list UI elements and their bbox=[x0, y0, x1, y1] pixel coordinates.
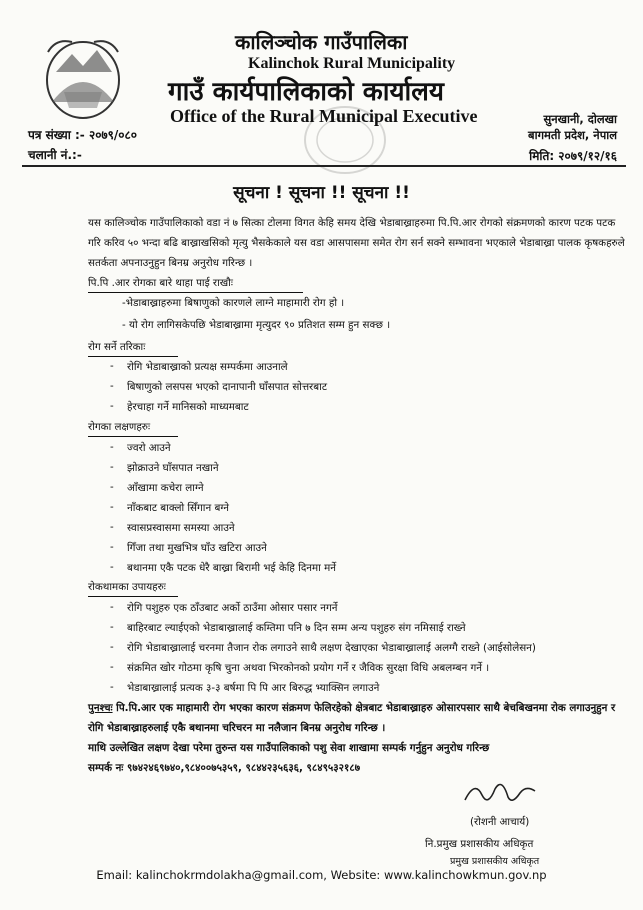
date: मिति: २०७९/१२/१६ bbox=[529, 149, 617, 163]
spread-item-2: बिषाणुको लसपस भएको दानापानी घाँसपात सोत्तरबाट bbox=[127, 381, 328, 393]
section-heading-about: पि.पि .आर रोगका बारे थाहा पाई राखौः bbox=[88, 277, 233, 289]
prevention-item-4: संक्रमित खोर गोठमा कृषि चुना अथवा भिरकोनको प्रयोग गर्ने र जैविक सुरक्षा विधि अबलम्बन गर्ने । bbox=[127, 662, 490, 674]
municipality-name-english: Kalinchok Rural Municipality bbox=[248, 55, 456, 72]
letter-number: पत्र संख्या :- २०७९/०८० bbox=[28, 128, 138, 142]
signatory-title: नि.प्रमुख प्रशासकीय अधिकृत bbox=[425, 838, 534, 850]
section-heading-spread: रोग सर्ने तरिकाः bbox=[88, 341, 146, 353]
dispatch-number: चलानी नं.:- bbox=[28, 148, 82, 162]
contact-numbers: सम्पर्क नः ९७४२४६९७४०,९८४००७५३५९, ९८४४२३५६३६, ९८४९५३२१८७ bbox=[88, 762, 361, 774]
footer-contact: Email: kalinchokrmdolakha@gmail.com, Website: www.kalinchowkmun.gov.np bbox=[96, 868, 547, 882]
symptom-item-3: आँखामा कचेरा लाग्ने bbox=[127, 482, 204, 494]
intro-paragraph: यस कालिञ्चोक गाउँपालिकाको वडा नं ७ सित्का टोलमा विगत केहि समय देखि भेडाबाख्राहरुमा पि.पि.आर रोगको संक्रमणको कारण पटक पटक गरि करिव ५० भन्दा बढि बाख्राखसिको मृत्यु भैसकेकाले यस वडा आसपासमा समेत रोग सर्न सक्ने सम्भावना भएकाले भेडाबाख्रा पालक कृषकहरुले सतर्कता अपनाउनुहुन बिनम्र अनुरोध गरिन्छ । bbox=[88, 217, 625, 269]
spread-item-1: रोगि भेडाबाख्राको प्रत्यक्ष सम्पर्कमा आउनाले bbox=[127, 361, 288, 373]
prevention-item-1: रोगि पशुहरु एक ठाँउबाट अर्को ठाउँमा ओसार पसार नगर्ने bbox=[127, 602, 338, 614]
signatory-stamp-title: प्रमुख प्रशासकीय अधिकृत bbox=[450, 856, 540, 867]
section-heading-prevention: रोकथामका उपायहरुः bbox=[88, 581, 166, 593]
spread-item-3: हेरचाहा गर्ने मानिसको माध्यमबाट bbox=[127, 401, 249, 413]
about-item-2: - यो रोग लागिसकेपछि भेडाबाख्रामा मृत्युदर ९० प्रतिशत सम्म हुन सक्छ । bbox=[122, 319, 391, 331]
prevention-item-3: रोगि भेडाबाख्रालाई चरनमा तैजान रोक लगाउने साथै लक्षण देखाएका भेडाबाख्रालाई अलग्गै राख्ने (आईसोलेसन) bbox=[127, 642, 536, 654]
about-item-1: -भेडाबाख्राहरुमा बिषाणुको कारणले लाग्ने माहामारी रोग हो । bbox=[122, 297, 345, 309]
section-heading-symptoms: रोगका लक्षणहरुः bbox=[88, 421, 151, 433]
signature-icon bbox=[460, 775, 540, 815]
header-divider bbox=[22, 165, 626, 167]
symptom-item-7: बथानमा एकै पटक धेरै बाख्रा बिरामी भई केहि दिनमा मर्ने bbox=[127, 562, 336, 574]
municipality-name-nepali: कालिञ्चोक गाउँपालिका bbox=[235, 30, 408, 54]
prevention-item-5: भेडाबाख्रालाई प्रत्यक ३-३ बर्षमा पि पि आर बिरुद्ध भ्याक्सिन लगाउने bbox=[127, 682, 380, 694]
closing-paragraph: पुनश्चः पि.पि.आर एक माहामारी रोग भएका कारण संक्रमण फेलिरहेको क्षेत्रबाट भेडाबाख्राहरु ओसारपसार साथै बेचबिखनमा रोक लगाउनुहुन र रोगि भेडाबाख्राहरुलाई एकै बथानमा चरिचरन मा नलैजान बिनम्र अनुरोध गरिन्छ । bbox=[88, 702, 616, 734]
symptom-item-2: झोक्राउने घाँसपात नखाने bbox=[127, 462, 219, 474]
symptom-item-1: ज्वरो आउने bbox=[127, 442, 171, 454]
office-name-nepali: गाउँ कार्यपालिकाको कार्यालय bbox=[168, 77, 444, 107]
contact-instruction: माथि उल्लेखित लक्षण देखा परेमा तुरुन्त यस गाउँपालिकाको पशु सेवा शाखामा सम्पर्क गर्नुहुन अनुरोध गरिन्छ bbox=[88, 742, 490, 754]
address-line-2: बागमती प्रदेश, नेपाल bbox=[528, 128, 617, 142]
prevention-item-2: बाहिरबाट ल्याईएको भेडाबाख्रालाई कम्तिमा पनि ७ दिन सम्म अन्य पशुहरु संग नमिसाई राख्ने bbox=[127, 622, 466, 634]
notice-title: सूचना ! सूचना !! सूचना !! bbox=[233, 183, 410, 203]
address-line-1: सुनखानी, दोलखा bbox=[543, 112, 617, 126]
symptom-item-6: गिँजा तथा मुखभित्र घाँउ खटिरा आउने bbox=[127, 542, 267, 554]
notice-page: कालिञ्चोक गाउँपालिका Kalinchok Rural Municipality गाउँ कार्यपालिकाको कार्यालय Office of the Rural Municipal Executive सुनखानी, दोलखा बागमती प्रदेश, नेपाल मिति: २०७९/१२/१६ पत्र संख्या :- २०७९/०८० चलानी नं.:- सूचना ! सूचना !! सूचना !! यस कालिञ्चोक गाउँपालिकाको वडा नं ७ सित्का टोलमा विगत केहि समय देखि भेडाबाख्राहरुमा पि.पि.आर रोगको संक्रमणको कारण पटक पटक गरि करिव ५० भन्दा बढि बाख्राखसिको मृत्यु भैसकेकाले यस वडा आसपासमा समेत रोग सर्न सक्ने सम्भावना भएकाले भेडाबाख्रा पालक कृषकहरुले सतर्कता अपनाउनुहुन बिनम्र अनुरोध गरिन्छ । पि.पि .आर रोगका बारे थाहा पाई राखौः -भेडाबाख्राहरुमा बिषाणुको कारणले लाग्ने माहामारी रोग हो । - यो रोग लागिसकेपछि भेडाबाख्रामा मृत्युदर ९० प्रतिशत सम्म हुन सक्छ । रोग सर्ने तरिकाः - रोगि भेडाबाख्राको प्रत्यक्ष सम्पर्कमा आउनाले - बिषाणुको लसपस भएको दानापानी घाँसपात सोत्तरबाट - हेरचाहा गर्ने मानिसको माध्यमबाट रोगका लक्षणहरुः - ज्वरो आउने - झोक्राउने घाँसपात नखाने - आँखामा कचेरा लाग्ने - नाँकबाट बाक्लो सिँगान बग्ने - स्वासप्रस्वासमा समस्या आउने - गिँजा तथा मुखभित्र घाँउ खटिरा आउने - बथानमा एकै पटक धेरै बाख्रा बिरामी भई केहि दिनमा मर्ने रोकथामका उपायहरुः - रोगि पशुहरु एक ठाँउबाट अर्को ठाउँमा ओसार पसार नगर्ने - बाहिरबाट ल्याईएको भेडाबाख्रालाई कम्तिमा पनि ७ दिन सम्म अन्य पशुहरु संग नमिसाई राख्ने - रोगि भेडाबाख्रालाई चरनमा तैजान रोक लगाउने साथै लक्षण देखाएका भेडाबाख्रालाई अलग्गै राख्ने (आईसोलेसन) - संक्रमित खोर गोठमा कृषि चुना अथवा भिरकोनको प्रयोग गर्ने र जैविक सुरक्षा विधि अबलम्बन गर्ने । - भेडाबाख्रालाई प्रत्यक ३-३ बर्षमा पि पि आर बिरुद्ध भ्याक्सिन लगाउने पुनश्चः पि.पि.आर एक माहामारी रोग भएका कारण संक्रमण फेलिरहेको क्षेत्रबाट भेडाबाख्राहरु ओसारपसार साथै बेचबिखनमा रोक लगाउनुहुन र रोगि भेडाबाख्राहरुलाई एकै बथानमा चरिचरन मा नलैजान बिनम्र अनुरोध गरिन्छ । माथि उल्लेखित लक्षण देखा परेमा तुरुन्त यस गाउँपालिकाको पशु सेवा शाखामा सम्पर्क गर्नुहुन अनुरोध गरिन्छ सम्पर्क नः ९७४२४६९७४०,९८४००७५३५९, ९८४४२३५६३६, ९८४९५३२१८७ (रोशनी आचार्य) नि.प्रमुख प्रशासकीय अधिकृत प्रमुख प्रशासकीय अधिकृत Email: kalinchokrmdolakha@gmail.com, Website: www.kalinchowkmun.gov.np bbox=[0, 0, 643, 910]
municipality-logo-icon bbox=[42, 32, 124, 122]
signatory-name: (रोशनी आचार्य) bbox=[470, 816, 530, 828]
symptom-item-4: नाँकबाट बाक्लो सिँगान बग्ने bbox=[127, 502, 229, 514]
symptom-item-5: स्वासप्रस्वासमा समस्या आउने bbox=[127, 522, 235, 534]
office-name-english: Office of the Rural Municipal Executive bbox=[170, 106, 478, 126]
